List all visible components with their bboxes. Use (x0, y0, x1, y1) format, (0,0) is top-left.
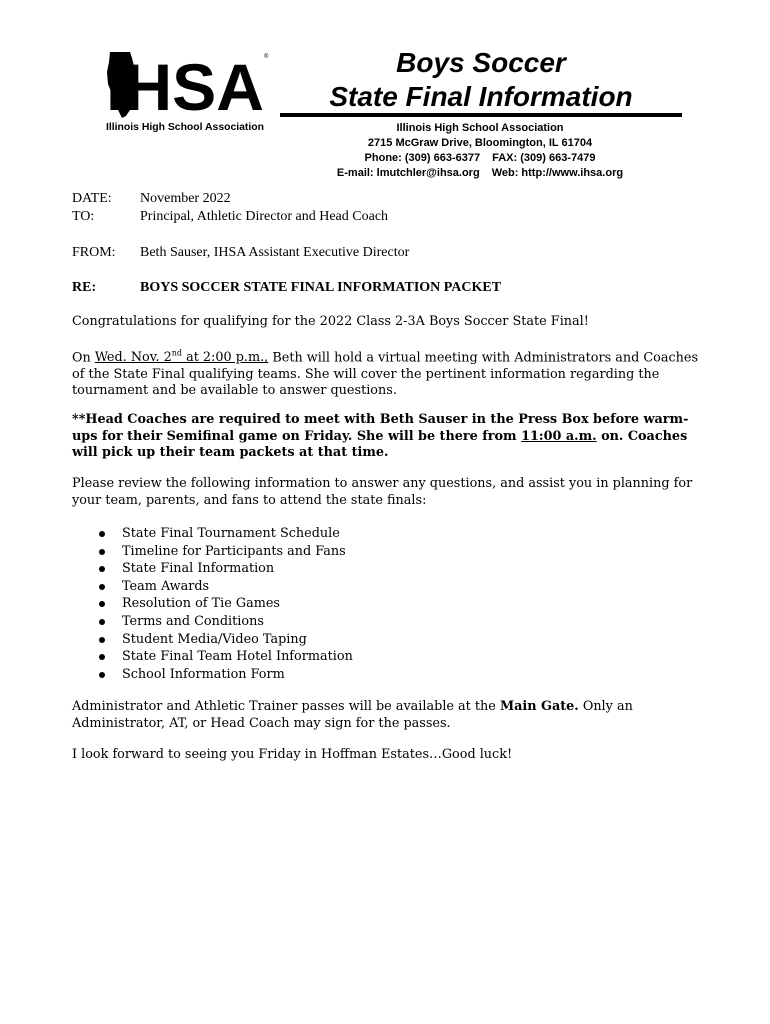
memo-re (72, 279, 501, 297)
memo-to-label: TO: (72, 209, 95, 224)
memo-from (72, 244, 409, 262)
bullet-icon (99, 566, 105, 572)
review-paragraph: Please review the following information to answer any questions, and assist you in planning for your team, parents, and fans to attend the state finals: (72, 476, 693, 508)
meeting-date (95, 350, 268, 365)
bullet-icon (99, 637, 105, 643)
svg-text:®: ® (264, 54, 269, 60)
memo-to-value: Principal, Athletic Director and Head Coach (140, 209, 389, 224)
list-item (72, 595, 353, 613)
coaches-notice-b: on. Coaches will pick up their team packets at that time. (72, 428, 688, 460)
list-item-text: Terms and Conditions (122, 613, 264, 629)
phone: Phone: (309) 663-6377 (364, 152, 481, 164)
phone-fax-line (280, 151, 680, 166)
memo-re-value: BOYS SOCCER STATE FINAL INFORMATION PACKET (140, 280, 502, 295)
coaches-notice-time: 11:00 a.m. (521, 428, 597, 444)
svg-text:Illinois High School Associati: Illinois High School Association (106, 122, 264, 133)
list-item-text: Timeline for Participants and Fans (122, 543, 346, 559)
bullet-icon (99, 584, 105, 590)
list-item (72, 666, 353, 684)
bullet-icon (99, 601, 105, 607)
list-item-text: Student Media/Video Taping (122, 631, 307, 647)
closing-line: I look forward to seeing you Friday in Hoffman Estates…Good luck! (72, 747, 513, 762)
list-item (72, 525, 353, 543)
passes-main-gate: Main Gate. (499, 699, 579, 714)
passes-text-a: Administrator and Athletic Trainer passes will be available at the (72, 699, 496, 714)
memo-date-value: November 2022 (140, 191, 231, 206)
list-item (72, 578, 353, 596)
list-item (72, 560, 353, 578)
list-item-text: Team Awards (122, 578, 210, 594)
bullet-icon (99, 549, 105, 555)
coaches-notice-a: **Head Coaches are required to meet with Beth Sauser in the Press Box before warm-ups for their Semifinal game on Friday. She will be there from (72, 412, 689, 444)
memo-from-value: Beth Sauser, IHSA Assistant Executive Director (140, 245, 410, 260)
email-link[interactable]: E-mail: lmutchler@ihsa.org (336, 167, 480, 179)
ihsa-logo-graphic (104, 48, 269, 134)
document-title (280, 46, 682, 114)
meeting-details: Beth will hold a virtual meeting with Administrators and Coaches of the State Final qualifying teams. She will cover the pertinent information regarding the tournament and be available to answer questions. (72, 350, 699, 399)
list-item (72, 613, 353, 631)
list-item-text: State Final Information (122, 561, 275, 577)
meeting-paragraph (72, 346, 702, 400)
bullet-icon (99, 654, 105, 660)
list-item-text: Resolution of Tie Games (122, 596, 280, 612)
memo-to (72, 208, 388, 226)
meeting-date-sup: nd (171, 349, 182, 358)
meeting-on: On (72, 350, 91, 366)
memo-date-label: DATE: (72, 191, 112, 206)
bullet-icon (99, 619, 105, 625)
bullet-icon (99, 672, 105, 678)
title-line-2: State Final Information (329, 81, 633, 112)
svg-text:IHSA: IHSA (106, 50, 264, 124)
ihsa-logo (104, 48, 269, 134)
memo-re-label: RE: (72, 280, 97, 295)
passes-paragraph (72, 699, 702, 732)
passes-text-b: Only an Administrator, AT, or Head Coach may sign for the passes. (72, 699, 633, 731)
list-item-text: School Information Form (122, 666, 285, 682)
meeting-time: at 2:00 p.m., (186, 350, 269, 366)
email-web-line (280, 166, 680, 181)
title-line-1: Boys Soccer (396, 47, 566, 78)
memo-from-label: FROM: (72, 245, 116, 260)
web-link[interactable]: Web: http://www.ihsa.org (491, 167, 624, 179)
list-item (72, 631, 353, 649)
contact-block (280, 121, 680, 181)
list-item (72, 543, 353, 561)
memo-date (72, 190, 231, 208)
street-address: 2715 McGraw Drive, Bloomington, IL 61704 (367, 137, 593, 149)
title-divider (280, 113, 682, 117)
coaches-notice (72, 412, 702, 462)
bullet-icon (99, 531, 105, 537)
org-name: Illinois High School Association (396, 122, 564, 134)
list-item (72, 648, 353, 666)
congrats-paragraph: Congratulations for qualifying for the 2022 Class 2-3A Boys Soccer State Final! (72, 314, 589, 329)
list-item-text: State Final Team Hotel Information (122, 649, 353, 665)
meeting-date-text: Wed. Nov. 2 (94, 350, 172, 366)
packet-contents-list (72, 525, 353, 683)
fax: FAX: (309) 663-7479 (492, 152, 596, 164)
list-item-text: State Final Tournament Schedule (122, 526, 340, 541)
